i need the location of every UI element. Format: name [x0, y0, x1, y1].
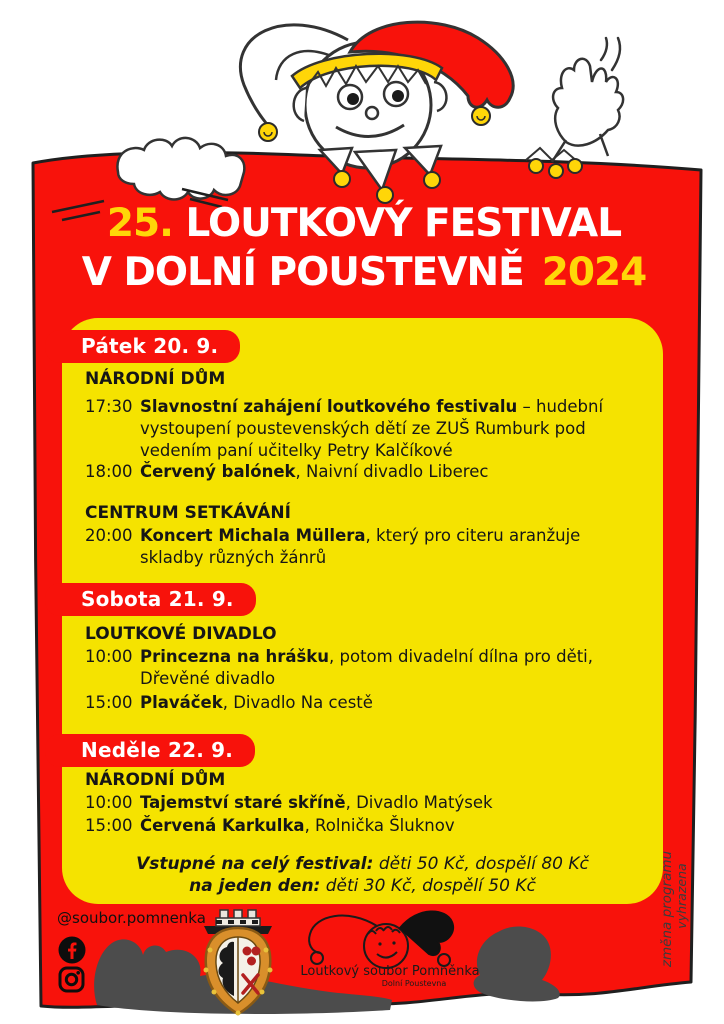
- title-line-2: [32, 248, 696, 298]
- day-pill-friday: Pátek 20. 9.: [45, 330, 240, 363]
- event-time: 18:00: [85, 462, 133, 481]
- ensemble-town: Dolní Poustevna: [381, 979, 447, 988]
- instagram-icon: [58, 966, 85, 993]
- day-pill-sunday: Neděle 22. 9.: [45, 734, 255, 767]
- pricing-line-festival: Vstupné na celý festival: děti 50 Kč, dospělí 80 Kč: [136, 854, 589, 874]
- event-karkulka: [85, 815, 645, 837]
- event-cerveny-balonek: [85, 461, 645, 483]
- event-description: Červená Karkulka, Rolnička Šluknov: [140, 816, 455, 835]
- venue-loutkove-divadlo: LOUTKOVÉ DIVADLO: [85, 624, 277, 644]
- event-tajemstvi: [85, 792, 645, 814]
- event-opening: [85, 396, 645, 462]
- event-description: Tajemství staré skříně, Divadlo Matýsek: [140, 793, 493, 812]
- poster-title: [32, 200, 696, 298]
- festival-subtitle: V DOLNÍ POUSTEVNĚ: [81, 250, 524, 295]
- event-time: 15:00: [85, 816, 133, 835]
- pricing-line-day: na jeden den: děti 30 Kč, dospělí 50 Kč: [189, 876, 536, 896]
- ensemble-name: Loutkový soubor Pomněnka: [300, 964, 480, 979]
- social-handle: @soubor.pomnenka: [57, 909, 206, 927]
- day-pill-saturday: Sobota 21. 9.: [45, 583, 256, 616]
- event-plavacek: [85, 692, 645, 714]
- event-description: Plaváček, Divadlo Na cestě: [140, 693, 373, 712]
- event-description: Koncert Michala Müllera, který pro citeru aranžuje skladby různých žánrů: [140, 526, 581, 567]
- festival-year: 2024: [541, 250, 647, 295]
- waving-hand-icon: [526, 38, 623, 178]
- festival-name: LOUTKOVÝ FESTIVAL: [172, 201, 622, 246]
- facebook-icon: [58, 936, 86, 964]
- event-description: Princezna na hrášku, potom divadelní dílna pro děti, Dřevěné divadlo: [140, 647, 594, 688]
- event-koncert: [85, 525, 645, 569]
- festival-number: 25.: [106, 201, 173, 246]
- event-time: 15:00: [85, 693, 133, 712]
- event-time: 20:00: [85, 526, 133, 545]
- event-time: 10:00: [85, 647, 133, 666]
- ensemble-logo-text: [300, 964, 480, 989]
- event-description: Červený balónek, Naivní divadlo Liberec: [140, 462, 489, 481]
- title-line-1: [32, 200, 696, 248]
- venue-narodni-dum-friday: NÁRODNÍ DŮM: [85, 369, 226, 389]
- program-change-note: změna programu vyhrazena: [659, 850, 689, 968]
- venue-centrum-setkavani: CENTRUM SETKÁVÁNÍ: [85, 503, 291, 523]
- event-princezna: [85, 646, 645, 690]
- event-time: 17:30: [85, 397, 133, 416]
- event-time: 10:00: [85, 793, 133, 812]
- event-description: Slavnostní zahájení loutkového festivalu – hudební vystoupení poustevenských dětí ze ZUŠ Rumburk pod vedením paní učitelky Petry Kalčíkové: [140, 397, 604, 460]
- venue-narodni-dum-sunday: NÁRODNÍ DŮM: [85, 770, 226, 790]
